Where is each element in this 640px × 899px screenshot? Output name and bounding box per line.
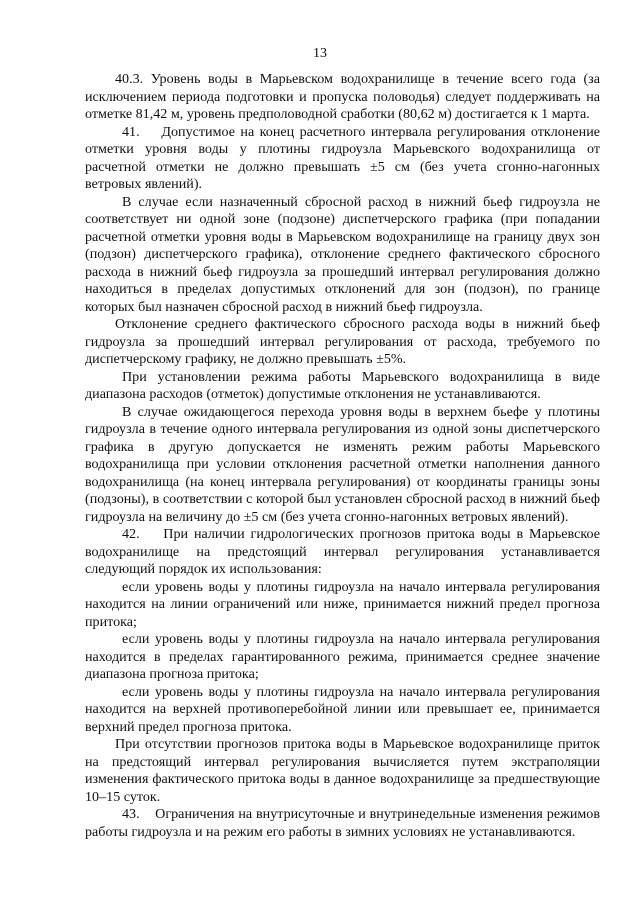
paragraph-40-3: 40.3. Уровень воды в Марьевском водохранилище в течение всего года (за исключением периода подготовки и пропуска половодья) следует поддерживать на отметке 81,42 м, уровень предполоводной сработки (80,62 м) достигается к 1 марта. bbox=[85, 71, 600, 122]
paragraph-mean-value: если уровень воды у плотины гидроузла на начало интервала регулирования находится в пределах гарантированного режима, принимается среднее значение диапазона прогноза притока; bbox=[85, 631, 600, 682]
paragraph-zone-transition: В случае ожидающегося перехода уровня воды в верхнем бьефе у плотины гидроузла в течение одного интервала регулирования из одной зоны диспетчерского графика в другую допускается не изменять режим работы Марьевского водохранилища при условии отклонения расчетной отметки наполнения данного водохранилища (на конец интервала регулирования) от координаты границы зоны (подзоны), в соответствии с которой был установлен сбросной расход в нижний бьеф гидроузла на величину до ±5 см (без учета сгонно-нагонных ветровых явлений). bbox=[85, 403, 600, 525]
paragraph-zone-mismatch: В случае если назначенный сбросной расход в нижний бьеф гидроузла не соответствует ни одной зоне (подзоне) диспетчерского графика (при попадании расчетной отметки уровня воды в Марьевском водохранилище на границу двух зон (подзон) диспетчерского графика), отклонение среднего фактического сбросного расхода в нижний бьеф гидроузла за прошедший интервал регулирования должно находиться в пределах допустимых отклонений для зон (подзон), по границе которых был назначен сбросной расход в нижний бьеф гидроузла. bbox=[85, 193, 600, 315]
paragraph-41: 41. Допустимое на конец расчетного интервала регулирования отклонение отметки уровня воды у плотины гидроузла Марьевского водохранилища от расчетной отметки не должно превышать ±5 см (без учета сгонно-нагонных ветровых явлений). bbox=[85, 123, 600, 192]
paragraph-range-mode: При установлении режима работы Марьевского водохранилища в виде диапазона расходов (отметок) допустимые отклонения не устанавливаются. bbox=[85, 368, 600, 402]
paragraph-upper-limit: если уровень воды у плотины гидроузла на начало интервала регулирования находится на верхней противоперебойной линии или превышает ее, принимается верхний предел прогноза притока. bbox=[85, 683, 600, 735]
paragraph-43: 43. Ограничения на внутрисуточные и внутринедельные изменения режимов работы гидроузла и на режим его работы в зимних условиях не устанавливаются. bbox=[85, 806, 600, 840]
page-number: 13 bbox=[313, 46, 327, 61]
paragraph-42: 42. При наличии гидрологических прогнозов притока воды в Марьевское водохранилище на предстоящий интервал регулирования устанавливается следующий порядок их использования: bbox=[85, 526, 600, 577]
paragraph-lower-limit: если уровень воды у плотины гидроузла на начало интервала регулирования находится на линии ограничений или ниже, принимается нижний предел прогноза притока; bbox=[85, 578, 600, 630]
document-body bbox=[85, 71, 600, 841]
paragraph-deviation: Отклонение среднего фактического сбросного расхода воды в нижний бьеф гидроузла за прошедший интервал регулирования от расхода, требуемого по диспетчерскому графику, не должно превышать ±5%. bbox=[85, 316, 600, 367]
paragraph-no-forecast: При отсутствии прогнозов притока воды в Марьевское водохранилище приток на предстоящий интервал регулирования вычисляется путем экстраполяции изменения фактического притока воды в данное водохранилище за предшествующие 10–15 суток. bbox=[85, 736, 600, 805]
